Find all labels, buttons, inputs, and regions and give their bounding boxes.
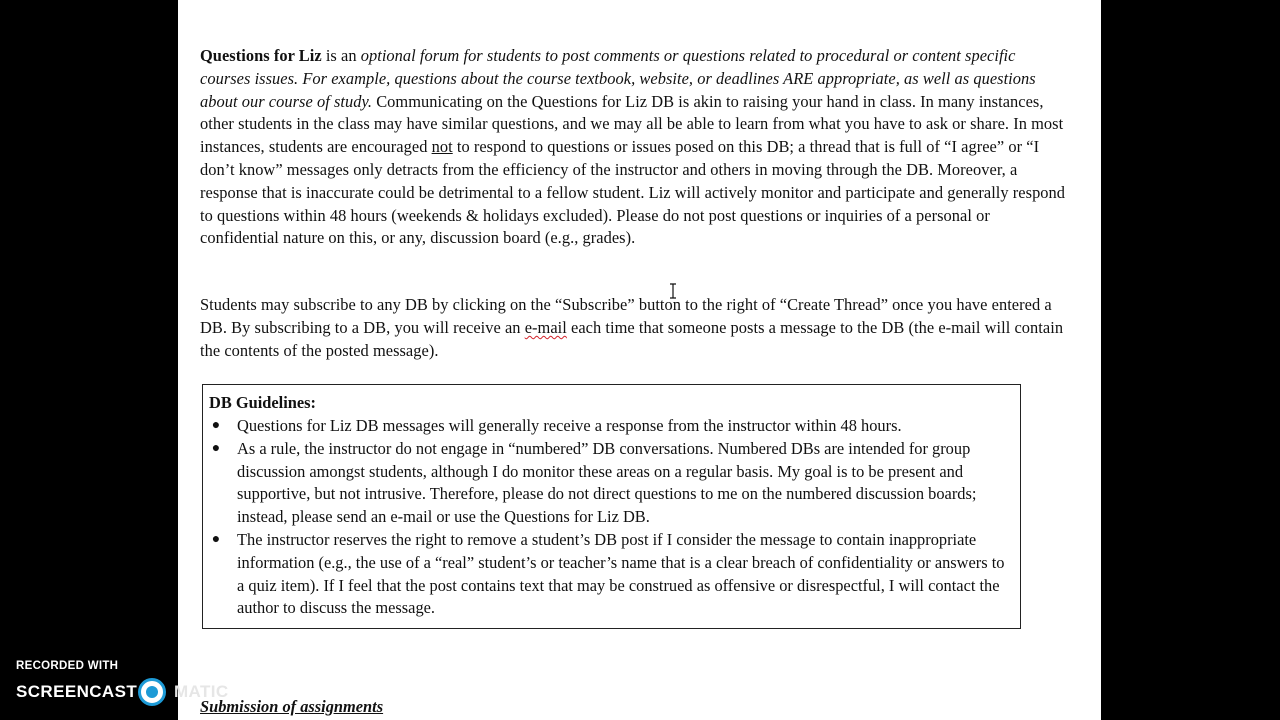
brand-text-right: MATIC	[174, 682, 229, 701]
intro-paragraph	[200, 45, 1070, 250]
screencast-watermark	[16, 660, 229, 701]
guideline-item	[203, 529, 1018, 620]
guideline-text: The instructor reserves the right to remove a student’s DB post if I consider the message to contain inappropriate information (e.g., the use of a “real” student’s or teacher’s name that is a clear breach of confidentiality or answers to a quiz item). If I feel that the post contains text that may be construed as offensive or disrespectful, I will contact the author to discuss the message.	[237, 529, 1005, 618]
intro-text-a: Communicating on the Questions for Liz DB is akin to raising your hand in class. In many instances, other students in the class may have similar questions, and we may all be able to learn from what you have to ask or share. In most instances, students are encouraged	[200, 91, 1064, 157]
bullet-icon: ●	[211, 531, 221, 547]
intro-italic-text: optional forum for students to post comments or questions related to procedural or content specific courses issues. For example, questions about the course textbook, website, or deadlines ARE appropriate, as well as questions about our course of study.	[200, 46, 1036, 111]
screencastomatic-logo-icon	[16, 678, 256, 706]
text-cursor-icon	[669, 283, 677, 299]
document-page	[178, 0, 1101, 720]
bullet-icon: ●	[211, 440, 221, 456]
recorded-with-label: RECORDED WITH	[16, 660, 119, 672]
guideline-item	[203, 438, 1018, 529]
guideline-text: Questions for Liz DB messages will generally receive a response from the instructor within 48 hours.	[237, 416, 902, 435]
intro-text-b: to respond to questions or issues posed on this DB; a thread that is full of “I agree” or “I don’t know” messages only detracts from the efficiency of the instructor and others in moving through the DB. Moreover, a response that is inaccurate could be detrimental to a fellow student. Liz will actively monitor and participate and generally respond to questions within 48 hours (weekends & holidays excluded). Please do not post questions or inquiries of a personal or confidential nature on this, or any, discussion board (e.g., grades).	[200, 137, 1066, 248]
underlined-not: not	[431, 137, 453, 157]
subscribe-text-a: Students may subscribe to any DB by clicking on the “Subscribe” button to the right of “Create Thread” once you have entered a DB. By subscribing to a DB, you will receive an	[200, 295, 1052, 337]
record-button-icon	[138, 678, 166, 706]
db-guidelines-list	[203, 415, 1018, 620]
submission-section-heading: Submission of assignments	[200, 697, 384, 716]
brand-text-left: SCREENCAST	[16, 682, 138, 701]
guideline-item	[203, 415, 1018, 438]
db-guidelines-title: DB Guidelines:	[209, 393, 317, 412]
bullet-icon: ●	[211, 418, 221, 433]
spellcheck-flagged-word: e-mail	[524, 317, 567, 337]
intro-connector: is an	[321, 46, 361, 65]
db-guidelines-box	[202, 384, 1021, 629]
guideline-text: As a rule, the instructor do not engage in “numbered” DB conversations. Numbered DBs are intended for group discussion amongst students, although I do monitor these areas on a regular basis. My goal is to be present and supportive, but not intrusive. Therefore, please do not direct questions to me on the numbered discussion boards; instead, please send an e-mail or use the Questions for Liz DB.	[237, 438, 977, 527]
forum-name: Questions for Liz	[200, 46, 322, 65]
subscribe-paragraph	[200, 294, 1070, 362]
subscribe-text-b: each time that someone posts a message to the DB (the e-mail will contain the contents of the posted message).	[200, 317, 1064, 360]
